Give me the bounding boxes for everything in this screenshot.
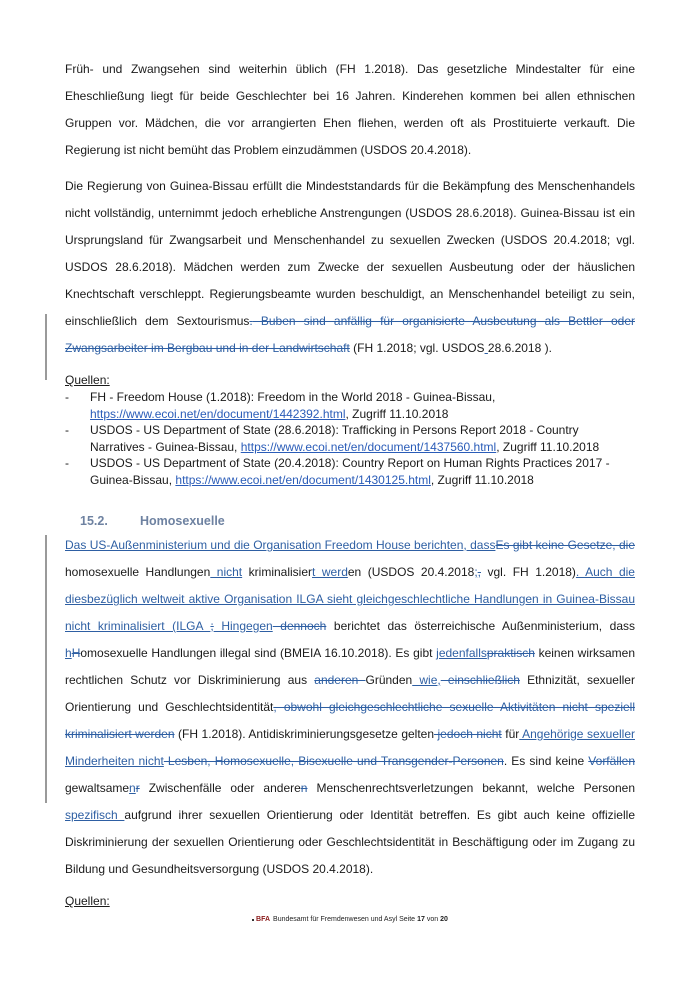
body-text: Zwischenfälle oder andere [139, 781, 301, 795]
inserted-text: wie, [412, 673, 441, 687]
deleted-text: . [249, 314, 253, 328]
deleted-text: , obwohl gleichgeschlechtliche sexuelle Aktivitäten nicht speziell kriminalisiert werden [65, 700, 635, 741]
body-text: homosexuelle Handlungen [65, 565, 211, 579]
body-text: aufgrund ihrer sexuellen Orientierung oder Identität betreffen. Es gibt auch keine offizielle Diskriminierung der sexuellen Orientierung oder Geschlechtsidentität in Beschäftigung oder im Zugang zu Bildung und Gesundheitsversorgung (USDOS 20.4.2018). [65, 808, 635, 876]
bfa-logo-dot-icon [252, 919, 254, 921]
body-text: omosexuelle Handlungen illegal sind (BMEIA 16.10.2018). Es gibt [80, 646, 437, 660]
source-link[interactable]: https://www.ecoi.net/en/document/1442392.html [90, 406, 346, 421]
body-text: Gründen [365, 673, 413, 687]
tracked-change-bar [45, 535, 47, 803]
section-heading-homosexuelle [80, 512, 635, 530]
bfa-logo: BFA [256, 916, 271, 923]
sources-heading-1: Quellen: [65, 373, 110, 387]
deleted-text: jedoch nicht [434, 727, 502, 741]
inserted-deleted-text: ; [210, 619, 214, 633]
list-bullet: - [65, 390, 69, 404]
body-text: Früh- und Zwangsehen sind weiterhin üblich (FH 1.2018). Das gesetzliche Mindestalter für eine Eheschließung liegt für beide Geschlechter bei 16 Jahren. Kinderehen kommen bei allen ethnischen Gruppen vor. Mädchen, die vor arrangierten Ehen fliehen, werden oft als Prostituierte verkauft. Die Regierung ist nicht bemüht das Problem einzudämmen (USDOS 20.4.2018). [65, 62, 635, 157]
deleted-text: r [135, 781, 140, 795]
deleted-text: einschließlich [440, 673, 520, 687]
body-text: (FH 1.2018). Antidiskriminierungsgesetze gelten [174, 727, 435, 741]
body-text: 28.6.2018 ). [487, 341, 552, 355]
source-item [65, 422, 635, 455]
deleted-text: dennoch [272, 619, 327, 633]
deleted-text: H [71, 646, 81, 660]
source-link[interactable]: https://www.ecoi.net/en/document/1437560.html [240, 439, 497, 454]
paragraph-trafficking [65, 173, 635, 362]
inserted-text: h [65, 646, 72, 660]
page-footer [0, 915, 700, 924]
deleted-text: n [300, 781, 308, 795]
body-text: keinen wirksamen rechtlichen Schutz vor Diskriminierung aus [65, 646, 635, 687]
list-bullet: - [65, 456, 69, 470]
inserted-text: Angehörige sexueller Minderheiten nicht [65, 727, 635, 768]
source-text [90, 389, 635, 422]
inserted-text: t werd [312, 565, 348, 579]
footer-text: Bundesamt für Fremdenwesen und Asyl Seite [273, 916, 416, 923]
deleted-text: , [477, 565, 481, 579]
inserted-text: n [129, 781, 136, 795]
body-text: vgl. FH 1.2018) [481, 565, 576, 579]
paragraph-early-marriage [65, 56, 635, 164]
body-text: FH - Freedom House (1.2018): Freedom in the World 2018 - Guinea-Bissau, [90, 390, 496, 404]
inserted-text: ; [474, 565, 478, 579]
deleted-text: Es gibt keine Gesetze, die [495, 538, 635, 552]
body-text: Ethnizität, sexueller Orientierung und Geschlechtsidentität [65, 673, 635, 714]
body-text: berichtet das österreichische Außenministerium, dass [326, 619, 635, 633]
body-text: , Zugriff 11.10.2018 [345, 406, 449, 421]
body-text: USDOS - US Department of State (28.6.2018): Trafficking in Persons Report 2018 - Country Narratives - Guinea-Bissau, [90, 423, 579, 454]
body-text: Menschenrechtsverletzungen bekannt, welche Personen [307, 781, 635, 795]
body-text: gewaltsame [65, 781, 130, 795]
source-text [90, 422, 635, 455]
body-text: Die Regierung von Guinea-Bissau erfüllt die Mindeststandards für die Bekämpfung des Menschenhandels nicht vollständig, unternimmt jedoch erhebliche Anstrengungen (USDOS 28.6.2018). Guinea-Bissau ist ein Ursprungsland für Zwangsarbeit und Menschenhandel zu sexuellen Zwecken (USDOS 20.4.2018; vgl. USDOS 28.6.2018). Mädchen werden zum Zwecke der sexuellen Ausbeutung oder der häuslichen Knechtschaft verschleppt. Regierungsbeamte wurden beschuldigt, an Menschenhandel beteiligt zu sein, einschließlich dem Sextourismus [65, 179, 635, 328]
body-text: . Es sind keine [503, 754, 589, 768]
source-item [65, 389, 635, 422]
inserted-text: jedenfalls [436, 646, 487, 660]
body-text: USDOS - US Department of State (20.4.2018): Country Report on Human Rights Practices 2017 - Guinea-Bissau, [90, 456, 610, 487]
footer-page-total: 20 [440, 916, 448, 923]
body-text: kriminalisier [242, 565, 313, 579]
deleted-text: Buben sind anfällig für organisierte Ausbeutung als Bettler oder Zwangsarbeiter im Bergbau und in der Landwirtschaft [65, 314, 635, 355]
sources-heading-2: Quellen: [65, 894, 110, 908]
deleted-text: Vorfällen [588, 754, 635, 768]
inserted-text: Das US-Außenministerium und die Organisation Freedom House berichten, dass [65, 538, 496, 552]
body-text: en (USDOS 20.4.2018 [347, 565, 475, 579]
inserted-text: Hingegen [213, 619, 273, 633]
section-number: 15.2. [80, 514, 108, 528]
deleted-text: praktisch [486, 646, 535, 660]
paragraph-homosexuality [65, 532, 635, 883]
source-text [90, 455, 635, 488]
inserted-text: . Auch die diesbezüglich weltweit aktive Organisation ILGA sieht gleichgeschlechtliche Handlungen in Guinea-Bissau nicht kriminalisiert (ILGA [65, 565, 635, 633]
tracked-change-bar [45, 314, 47, 380]
body-text: , Zugriff 11.10.2018 [430, 472, 534, 487]
footer-page-number: 17 [417, 916, 425, 923]
footer-of-label: von [426, 916, 439, 923]
source-list-trafficking [65, 389, 635, 488]
body-text: für [501, 727, 520, 741]
body-text: , Zugriff 11.10.2018 [496, 439, 600, 454]
section-title: Homosexuelle [140, 514, 225, 528]
list-bullet: - [65, 423, 69, 437]
source-item [65, 455, 635, 488]
deleted-text: Lesben, Homosexuelle, Bisexuelle und Transgender-Personen [163, 754, 504, 768]
deleted-text: anderen [314, 673, 366, 687]
source-link[interactable]: https://www.ecoi.net/en/document/1430125.html [175, 472, 431, 487]
inserted-text: nicht [210, 565, 243, 579]
inserted-text: spezifisch [65, 808, 125, 822]
body-text: (FH 1.2018; vgl. USDOS [349, 341, 485, 355]
